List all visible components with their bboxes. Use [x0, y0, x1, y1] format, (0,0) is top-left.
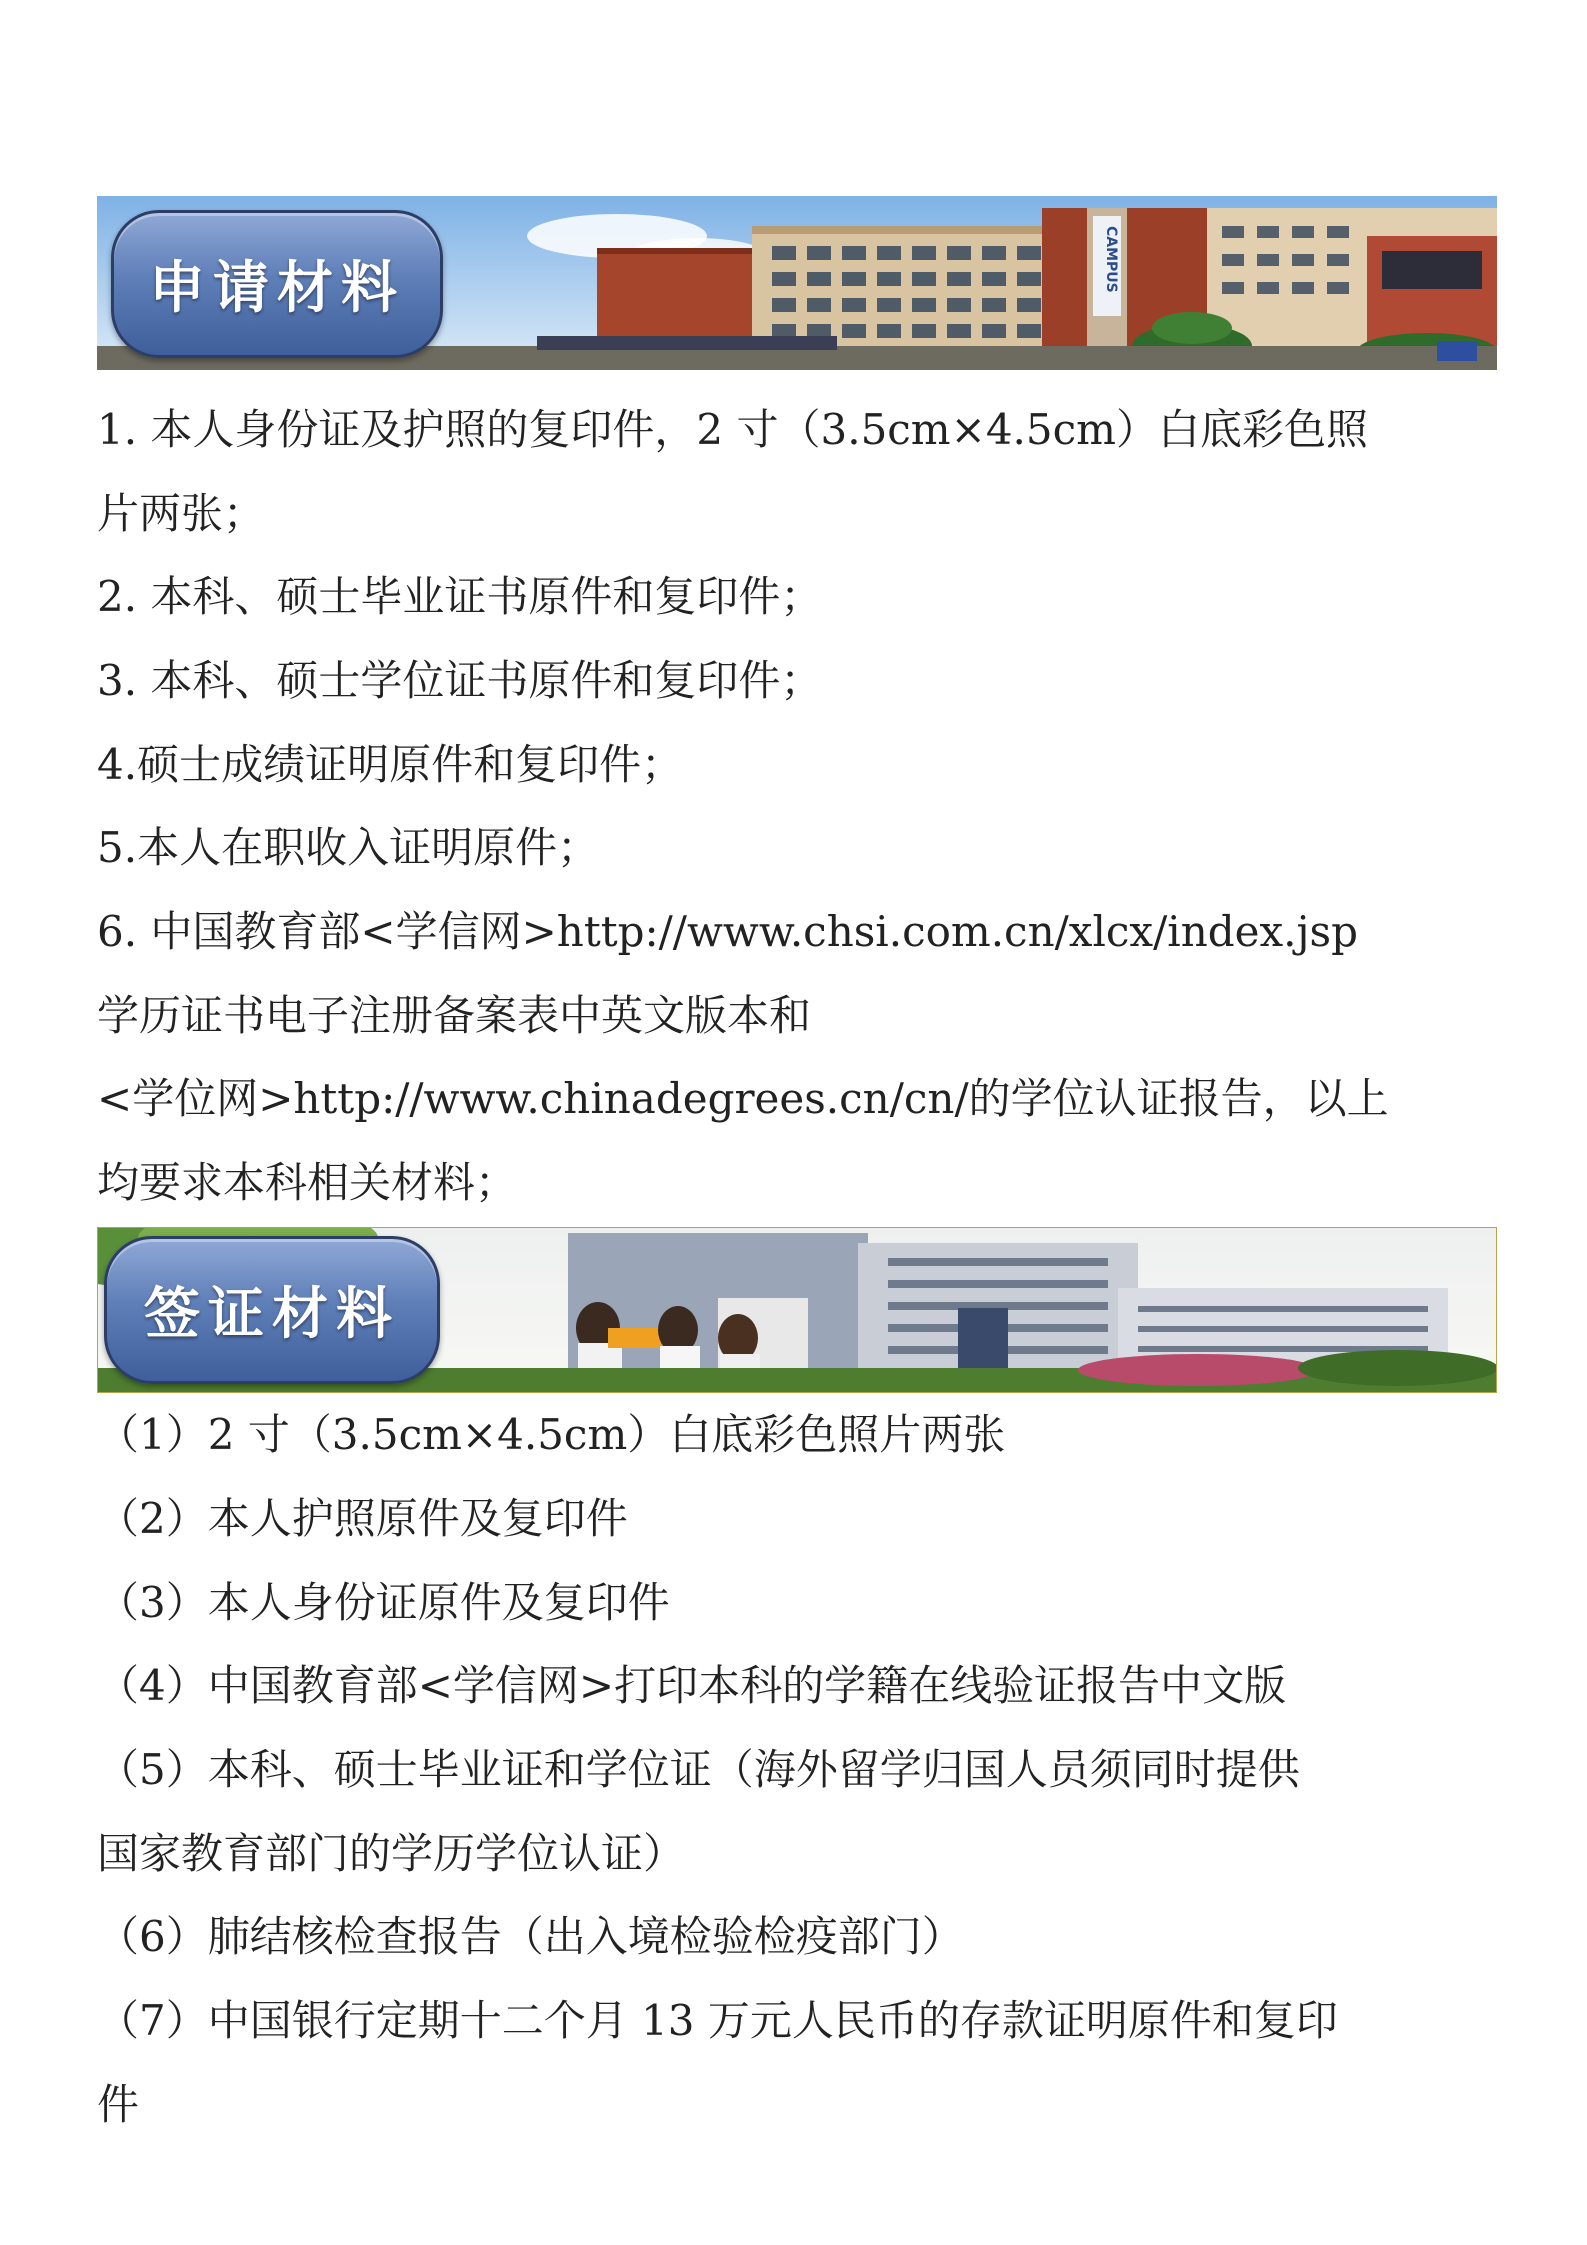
application-title: 申请材料 [149, 256, 405, 321]
application-line-10: 均要求本科相关材料； [97, 1158, 518, 1207]
application-line-3: 2. 本科、硕士毕业证书原件和复印件； [97, 572, 823, 621]
application-line-2: 片两张； [97, 489, 266, 538]
visa-banner [97, 1227, 1497, 1393]
application-line-6: 5.本人在职收入证明原件； [97, 823, 600, 872]
application-line-5: 4.硕士成绩证明原件和复印件； [97, 740, 684, 789]
visa-title: 签证材料 [144, 1282, 400, 1347]
application-line-8: 学历证书电子注册备案表中英文版本和 [97, 991, 812, 1040]
visa-line-6: 国家教育部门的学历学位认证） [97, 1829, 686, 1878]
application-banner [97, 196, 1497, 370]
visa-line-1: （1）2 寸（3.5cm×4.5cm）白底彩色照片两张 [97, 1410, 1006, 1459]
application-line-1: 1. 本人身份证及护照的复印件，2 寸（3.5cm×4.5cm）白底彩色照 [97, 405, 1368, 454]
campus-sign-text: CAMPUS [1103, 226, 1119, 293]
application-line-9: <学位网>http://www.chinadegrees.cn/cn/的学位认证报告，以上 [97, 1074, 1389, 1123]
visa-line-3: （3）本人身份证原件及复印件 [97, 1578, 670, 1627]
visa-line-4: （4）中国教育部<学信网>打印本科的学籍在线验证报告中文版 [97, 1661, 1287, 1710]
visa-title-badge [104, 1236, 440, 1384]
visa-line-5: （5）本科、硕士毕业证和学位证（海外留学归国人员须同时提供 [97, 1745, 1300, 1794]
visa-line-7: （6）肺结核检查报告（出入境检验检疫部门） [97, 1912, 964, 1961]
application-title-badge [111, 210, 443, 358]
application-line-7: 6. 中国教育部<学信网>http://www.chsi.com.cn/xlcx/index.jsp [97, 907, 1358, 956]
visa-line-8: （7）中国银行定期十二个月 13 万元人民币的存款证明原件和复印 [97, 1996, 1338, 2045]
visa-line-2: （2）本人护照原件及复印件 [97, 1494, 628, 1543]
application-line-4: 3. 本科、硕士学位证书原件和复印件； [97, 656, 823, 705]
visa-line-9: 件 [97, 2080, 140, 2129]
